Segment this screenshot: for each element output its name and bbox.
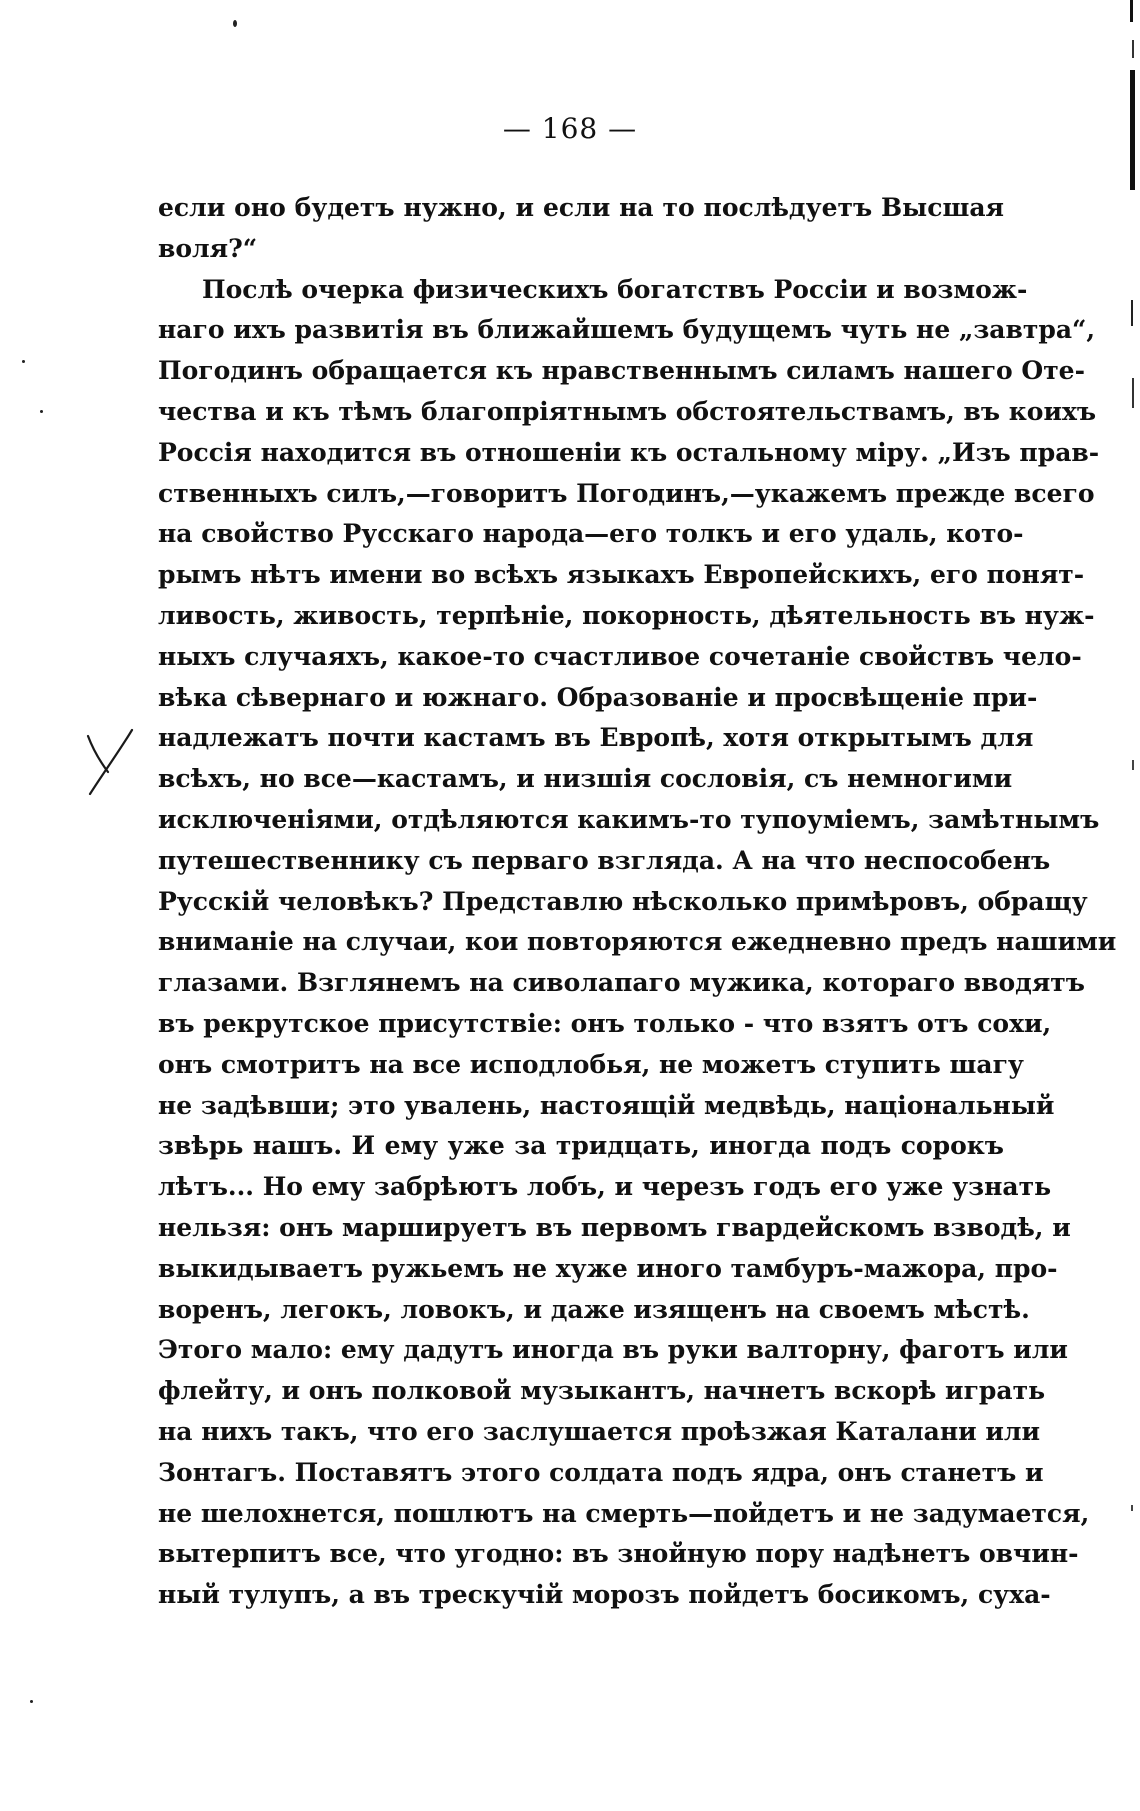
text-line: вытерпитъ все, что угодно: въ знойную пору надѣнетъ овчин- bbox=[158, 1539, 1079, 1569]
scan-edge-marks bbox=[1110, 0, 1140, 1811]
text-line: въ рекрутское присутствіе: онъ только - что взятъ отъ сохи, bbox=[158, 1008, 1052, 1038]
scan-speck bbox=[22, 360, 25, 363]
text-line: вниманіе на случаи, кои повторяются ежедневно предъ нашими bbox=[158, 927, 1117, 957]
text-line: флейту, и онъ полковой музыкантъ, начнетъ вскорѣ играть bbox=[158, 1376, 1046, 1406]
text-line: выкидываетъ ружьемъ не хуже иного тамбуръ-мажора, про- bbox=[158, 1253, 1058, 1283]
text-line: ный тулупъ, а въ трескучій морозъ пойдетъ босикомъ, суха- bbox=[158, 1580, 1051, 1610]
text-line: вѣка сѣвернаго и южнаго. Образованіе и просвѣщеніе при- bbox=[158, 682, 1038, 712]
text-line: Послѣ очерка физическихъ богатствъ Россіи и возмож- bbox=[202, 274, 1028, 304]
text-line: рымъ нѣтъ имени во всѣхъ языкахъ Европейскихъ, его понят- bbox=[158, 560, 1085, 590]
page-number: — 168 — bbox=[502, 112, 638, 145]
scan-speck bbox=[40, 410, 43, 413]
text-line: Россія находится въ отношеніи къ остальному міру. „Изъ прав- bbox=[158, 437, 1100, 467]
text-line: всѣхъ, но все—кастамъ, и низшія сословія, съ немногими bbox=[158, 764, 1013, 794]
text-line: ственныхъ силъ,—говоритъ Погодинъ,—укажемъ прежде всего bbox=[158, 478, 1095, 508]
text-line: если оно будетъ нужно, и если на то послѣдуетъ Высшая bbox=[158, 193, 1004, 222]
scan-speck bbox=[30, 1700, 33, 1703]
text-line: Этого мало: ему дадутъ иногда въ руки валторну, фаготъ или bbox=[158, 1335, 1068, 1365]
text-line: глазами. Взглянемъ на сиволапаго мужика, котораго вводятъ bbox=[158, 968, 1085, 998]
text-line: исключеніями, отдѣляются какимъ-то тупоуміемъ, замѣтнымъ bbox=[158, 804, 1100, 834]
body-text bbox=[158, 188, 1117, 1616]
text-line: не шелохнется, пошлютъ на смерть—пойдетъ и не задумается, bbox=[158, 1498, 1090, 1528]
text-line: ныхъ случаяхъ, какое-то счастливое сочетаніе свойствъ чело- bbox=[158, 641, 1082, 671]
text-line: ливость, живость, терпѣніе, покорность, дѣятельность въ нуж- bbox=[158, 600, 1095, 630]
text-line: звѣрь нашъ. И ему уже за тридцать, иногда подъ сорокъ bbox=[158, 1131, 1004, 1161]
scan-speck bbox=[233, 20, 237, 27]
text-line: на свойство Русскаго народа—его толкъ и его удаль, кото- bbox=[158, 519, 1024, 549]
text-line: наго ихъ развитія въ ближайшемъ будущемъ чуть не „завтра“, bbox=[158, 315, 1096, 345]
text-line: надлежатъ почти кастамъ въ Европѣ, хотя открытымъ для bbox=[158, 723, 1034, 753]
text-line: путешественнику съ перваго взгляда. А на что неспособенъ bbox=[158, 845, 1051, 875]
text-line: онъ смотритъ на все исподлобья, не можетъ ступить шагу bbox=[158, 1049, 1024, 1079]
text-line: не задѣвши; это увалень, настоящій медвѣдь, національный bbox=[158, 1090, 1055, 1120]
text-line: Русскій человѣкъ? Представлю нѣсколько примѣровъ, обращу bbox=[158, 886, 1088, 916]
text-line: воренъ, легокъ, ловокъ, и даже изященъ на своемъ мѣстѣ. bbox=[158, 1294, 1030, 1324]
text-line: воля?“ bbox=[158, 233, 258, 263]
text-line: лѣтъ... Но ему забрѣютъ лобъ, и черезъ годъ его уже узнать bbox=[158, 1172, 1052, 1202]
text-line: чества и къ тѣмъ благопріятнымъ обстоятельствамъ, въ коихъ bbox=[158, 396, 1097, 426]
handwritten-check-mark bbox=[82, 728, 138, 798]
text-line: Зонтагъ. Поставятъ этого солдата подъ ядра, онъ станетъ и bbox=[158, 1457, 1044, 1487]
text-line: на нихъ такъ, что его заслушается проѣзжая Каталани или bbox=[158, 1416, 1041, 1446]
text-line: Погодинъ обращается къ нравственнымъ силамъ нашего Оте- bbox=[158, 356, 1085, 386]
text-line: нельзя: онъ маршируетъ въ первомъ гвардейскомъ взводѣ, и bbox=[158, 1212, 1071, 1242]
